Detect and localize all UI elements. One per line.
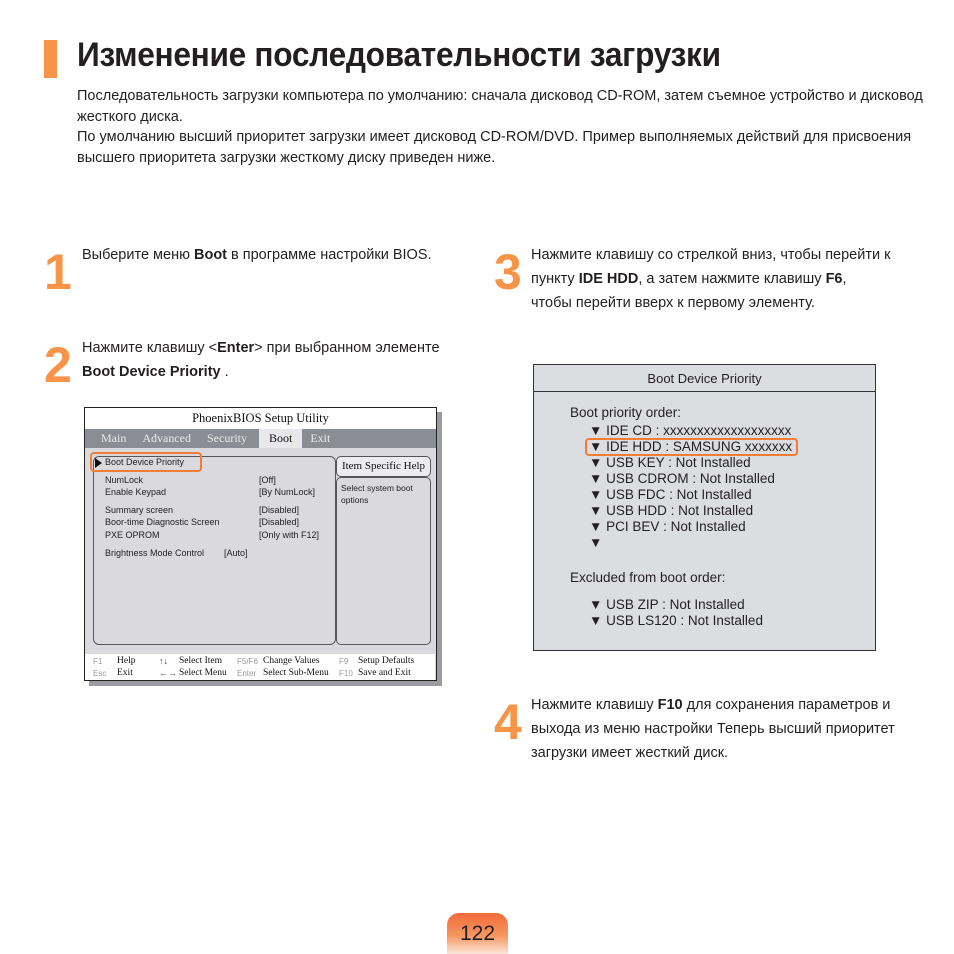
boot-order-label: Boot priority order:	[570, 405, 682, 420]
step-text: Нажмите клавишу со стрелкой вниз, чтобы перейти к пункту IDE HDD, а затем нажмите клавишу F6, чтобы перейти вверх к первому элементу.	[531, 247, 891, 311]
key-label: Change Values	[263, 656, 320, 666]
intro-text	[77, 86, 927, 168]
setting-value[interactable]: [Only with F12]	[259, 530, 320, 540]
key-label: Help	[117, 656, 136, 666]
bdp-title: Boot Device Priority	[534, 365, 875, 392]
setting-value[interactable]: [Off]	[259, 475, 276, 485]
bios-tab-main[interactable]: Main	[101, 431, 127, 445]
boot-device-item[interactable]: ▼ USB KEY : Not Installed	[589, 455, 751, 470]
setting-value[interactable]: [Auto]	[224, 548, 248, 558]
boot-device-item[interactable]: ▼ PCI BEV : Not Installed	[589, 519, 746, 534]
step-text: Нажмите клавишу F10 для сохранения параметров и выхода из меню настройки Теперь высший приоритет загрузки имеет жесткий диск.	[531, 697, 895, 761]
step-text: Нажмите клавишу <Enter> при выбранном элементе Boot Device Priority .	[82, 340, 440, 380]
key-label: Exit	[117, 668, 133, 678]
bios-tab-boot[interactable]: Boot	[259, 429, 302, 448]
key-f5-f6: F5/F6	[237, 657, 258, 666]
excluded-device-item[interactable]: ▼ USB ZIP : Not Installed	[589, 597, 745, 612]
setting-value[interactable]: [By NumLock]	[259, 487, 316, 497]
setting-label: Summary screen	[105, 505, 174, 515]
bios-key-legend	[85, 654, 435, 680]
key-f10: F10	[339, 669, 353, 678]
boot-device-item[interactable]: ▼ USB HDD : Not Installed	[589, 503, 754, 518]
key-enter: Enter	[237, 669, 257, 678]
left-right-arrows-icon: ←→	[159, 668, 177, 678]
setting-label: Brightness Mode Control	[105, 548, 205, 558]
step-text: Выберите меню Boot в программе настройки BIOS.	[82, 247, 432, 263]
excluded-device-item[interactable]: ▼ USB LS120 : Not Installed	[589, 613, 763, 628]
submenu-arrow-icon	[95, 458, 102, 468]
step-number: 1	[44, 244, 72, 300]
boot-device-item-selected[interactable]: ▼ IDE HDD : SAMSUNG xxxxxxx	[589, 439, 793, 454]
bios-tab-advanced[interactable]: Advanced	[142, 431, 191, 445]
key-label: Setup Defaults	[358, 656, 415, 666]
key-f1: F1	[93, 657, 103, 666]
setting-label: NumLock	[105, 475, 144, 485]
bios-tab-exit[interactable]: Exit	[310, 431, 331, 445]
intro-paragraph-2: По умолчанию высший приоритет загрузки имеет дисковод CD-ROM/DVD. Пример выполняемых действий для присвоения высшего приоритета загрузки жесткому диску приведен ниже.	[77, 129, 912, 166]
boot-device-priority-screen	[533, 364, 876, 651]
bios-header: PhoenixBIOS Setup Utility	[85, 408, 436, 429]
title-accent-bar	[44, 40, 57, 78]
setting-label: Enable Keypad	[105, 487, 167, 497]
key-label: Select Sub-Menu	[263, 668, 329, 678]
step-number: 3	[494, 244, 522, 300]
boot-device-item[interactable]: ▼ IDE CD : xxxxxxxxxxxxxxxxxxx	[589, 423, 792, 438]
page-number: 122	[447, 913, 508, 954]
page-title: Изменение последовательности загрузки	[77, 36, 721, 74]
item-specific-help-panel	[336, 456, 431, 645]
setting-label: Boor-time Diagnostic Screen	[105, 517, 220, 527]
boot-device-item[interactable]: ▼ USB CDROM : Not Installed	[589, 471, 775, 486]
step-number: 2	[44, 337, 72, 393]
intro-paragraph-1: Последовательность загрузки компьютера по умолчанию: сначала дисковод CD-ROM, затем съемное устройство и дисковод жесткого диска.	[77, 88, 923, 125]
key-esc: Esc	[93, 669, 107, 678]
bios-shadow	[437, 412, 442, 686]
help-title: Item Specific Help	[336, 456, 431, 477]
step-number: 4	[494, 694, 522, 750]
excluded-label: Excluded from boot order:	[570, 570, 726, 585]
setting-value[interactable]: [Disabled]	[259, 505, 300, 515]
key-label: Select Item	[179, 656, 222, 666]
key-f9: F9	[339, 657, 349, 666]
bios-setup-utility	[84, 407, 437, 681]
setting-label: PXE OPROM	[105, 530, 160, 540]
help-text: Select system boot options	[336, 477, 431, 645]
key-label: Save and Exit	[358, 668, 411, 678]
bios-item-boot-device-priority[interactable]: Boot Device Priority	[105, 457, 185, 467]
bios-tab-bar	[85, 429, 436, 448]
up-down-arrows-icon: ↑↓	[159, 656, 168, 666]
key-label: Select Menu	[179, 668, 227, 678]
boot-device-item[interactable]: ▼ USB FDC : Not Installed	[589, 487, 752, 502]
bios-shadow	[89, 681, 442, 686]
boot-device-item[interactable]: ▼	[589, 535, 603, 550]
bios-tab-security[interactable]: Security	[207, 431, 247, 445]
setting-value[interactable]: [Disabled]	[259, 517, 300, 527]
